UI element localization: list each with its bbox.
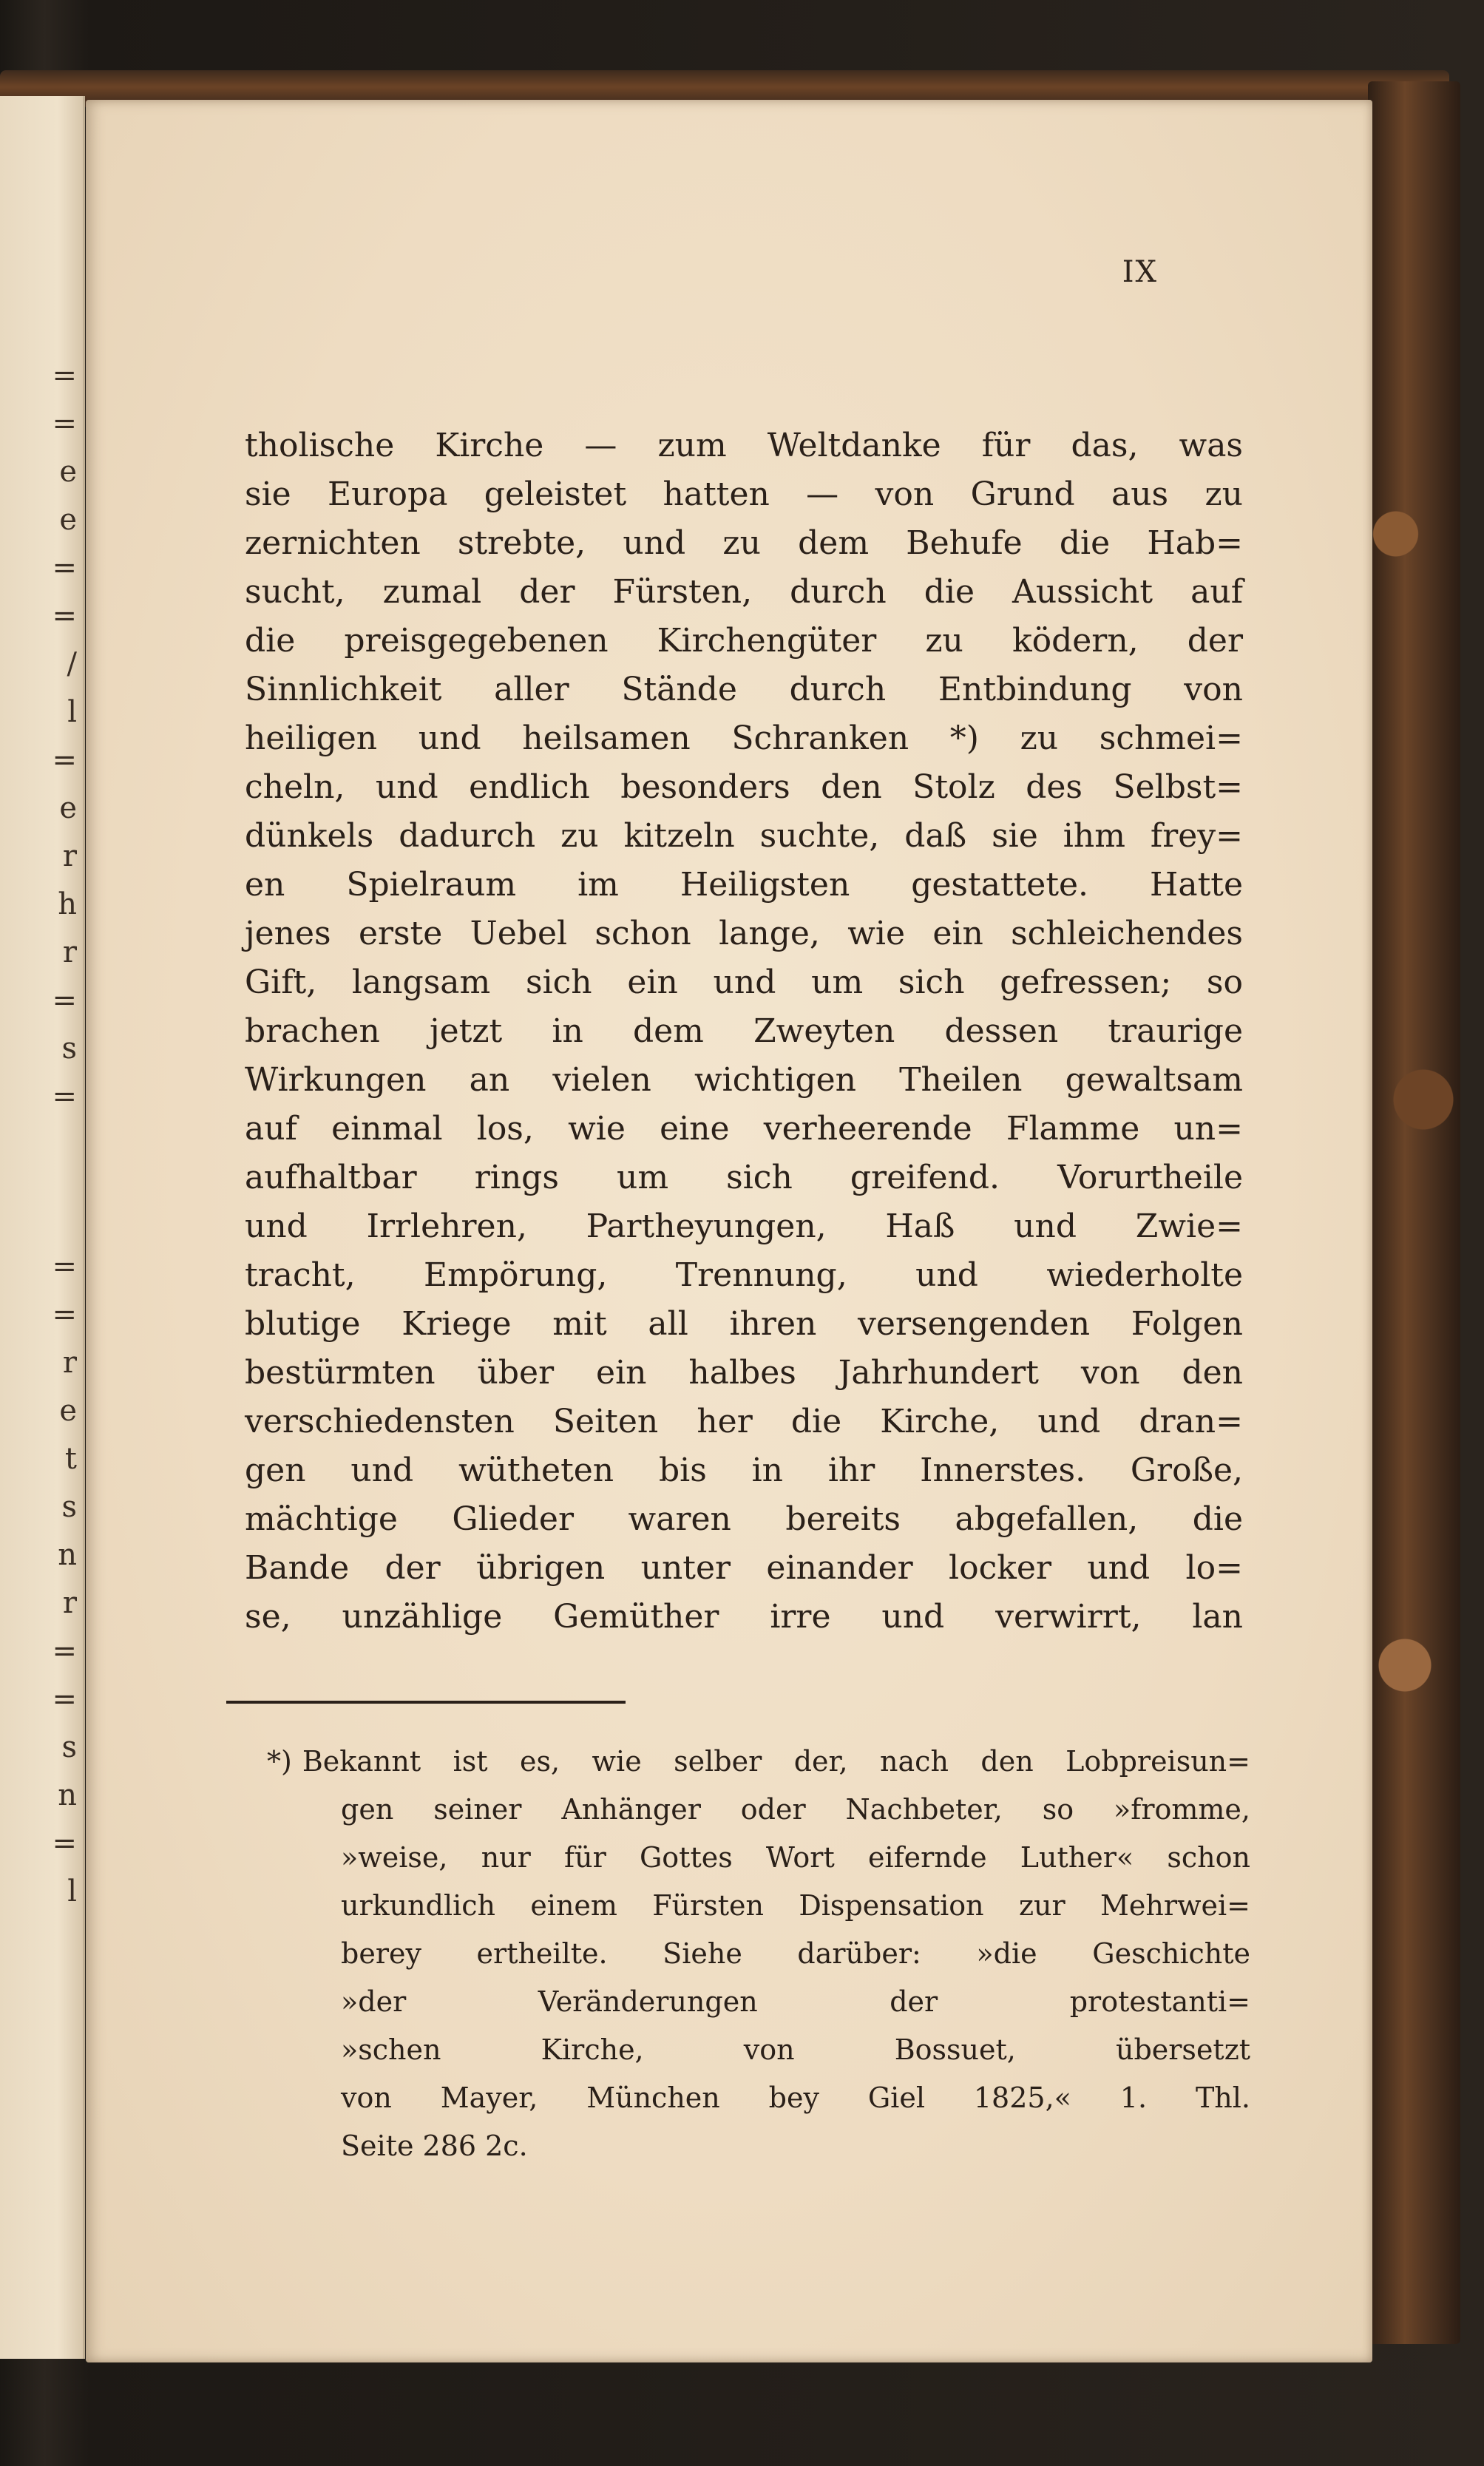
text-line: en Spielraum im Heiligsten gestattete. Hatte xyxy=(245,866,1243,904)
text-line: mächtige Glieder waren bereits abgefallen, die xyxy=(245,1500,1243,1538)
footnote-line: von Mayer, München bey Giel 1825,« 1. Thl. xyxy=(341,2081,1250,2114)
footnote-line: berey ertheilte. Siehe darüber: »die Geschichte xyxy=(341,1937,1250,1970)
text-line: se, unzählige Gemüther irre und verwirrt, lan xyxy=(245,1598,1243,1636)
footnote-line: »der Veränderungen der protestanti= xyxy=(341,1985,1250,2018)
text-line: cheln, und endlich besonders den Stolz des Selbst= xyxy=(245,768,1243,806)
text-line: dünkels dadurch zu kitzeln suchte, daß sie ihm frey= xyxy=(245,817,1243,855)
facing-page-fragment: = xyxy=(52,1250,77,1284)
text-line: Sinnlichkeit aller Stände durch Entbindung von xyxy=(245,671,1243,708)
facing-page-fragment: h xyxy=(58,887,77,921)
facing-page-fragment: r xyxy=(62,1346,77,1380)
book-page xyxy=(86,100,1372,2362)
text-line: gen und wütheten bis in ihr Innerstes. Große, xyxy=(245,1452,1243,1489)
facing-page-fragment: = xyxy=(52,1298,77,1332)
facing-page-fragment: = xyxy=(52,983,77,1017)
text-line: verschiedensten Seiten her die Kirche, und dran= xyxy=(245,1403,1243,1440)
main-text-block xyxy=(245,421,1243,1642)
text-line: Gift, langsam sich ein und um sich gefressen; so xyxy=(245,963,1243,1001)
text-line: aufhaltbar rings um sich greifend. Vorurtheile xyxy=(245,1159,1243,1196)
facing-page-fragment: = xyxy=(52,551,77,585)
text-line: und Irrlehren, Partheyungen, Haß und Zwie= xyxy=(245,1207,1243,1245)
text-line: zernichten strebte, und zu dem Behufe die Hab= xyxy=(245,524,1243,562)
facing-page-fragment: l xyxy=(67,1874,77,1908)
facing-page-fragment: r xyxy=(62,1586,77,1620)
facing-page-fragment: = xyxy=(52,1080,77,1114)
facing-page-fragment: = xyxy=(52,1634,77,1668)
facing-page-fragment: / xyxy=(67,647,77,681)
facing-page-fragment: n xyxy=(58,1778,77,1812)
facing-page-fragment: = xyxy=(52,407,77,441)
facing-page-fragment: = xyxy=(52,1826,77,1860)
text-line: jenes erste Uebel schon lange, wie ein schleichendes xyxy=(245,915,1243,952)
facing-page xyxy=(0,96,85,2359)
text-line: blutige Kriege mit all ihren versengenden Folgen xyxy=(245,1305,1243,1343)
facing-page-fragment: e xyxy=(59,455,77,489)
facing-page-fragment: = xyxy=(52,359,77,393)
footnote-line-first xyxy=(267,1738,1250,1786)
facing-page-fragment: s xyxy=(61,1490,77,1524)
text-line: auf einmal los, wie eine verheerende Flamme un= xyxy=(245,1110,1243,1148)
facing-page-fragment: = xyxy=(52,743,77,777)
footnote-line: »weise, nur für Gottes Wort eifernde Luther« schon xyxy=(341,1841,1250,1874)
facing-page-fragment: n xyxy=(58,1538,77,1572)
text-line: tracht, Empörung, Trennung, und wiederholte xyxy=(245,1256,1243,1294)
facing-page-fragment: r xyxy=(62,839,77,873)
text-line: heiligen und heilsamen Schranken *) zu schmei= xyxy=(245,719,1243,757)
footnote-marker: *) xyxy=(267,1745,292,1778)
footnote-line: »schen Kirche, von Bossuet, übersetzt xyxy=(341,2033,1250,2066)
footnote-block xyxy=(267,1738,1250,2170)
facing-page-margin xyxy=(0,96,83,2359)
text-line: die preisgegebenen Kirchengüter zu ködern, der xyxy=(245,622,1243,660)
page-number: IX xyxy=(1122,255,1158,289)
facing-page-fragment: s xyxy=(61,1032,77,1066)
text-line: bestürmten über ein halbes Jahrhundert von den xyxy=(245,1354,1243,1392)
footnote-text: Bekannt ist es, wie selber der, nach den Lobpreisun= xyxy=(302,1745,1250,1778)
facing-page-fragment: = xyxy=(52,1682,77,1716)
text-line: sie Europa geleistet hatten — von Grund aus zu xyxy=(245,475,1243,513)
footnote-line: Seite 286 2c. xyxy=(341,2130,528,2162)
facing-page-fragment: t xyxy=(64,1442,77,1476)
facing-page-fragment: = xyxy=(52,599,77,633)
book-cover-right-edge xyxy=(1368,81,1460,2344)
facing-page-fragment: r xyxy=(62,935,77,969)
facing-page-fragment: e xyxy=(59,503,77,537)
footnote-line: gen seiner Anhänger oder Nachbeter, so »fromme, xyxy=(341,1793,1250,1826)
text-line: sucht, zumal der Fürsten, durch die Aussicht auf xyxy=(245,573,1243,611)
facing-page-fragment: l xyxy=(67,695,77,729)
text-line: brachen jetzt in dem Zweyten dessen traurige xyxy=(245,1012,1243,1050)
text-line: Wirkungen an vielen wichtigen Theilen gewaltsam xyxy=(245,1061,1243,1099)
facing-page-fragment: e xyxy=(59,1394,77,1428)
text-line: Bande der übrigen unter einander locker und lo= xyxy=(245,1549,1243,1587)
text-line: tholische Kirche — zum Weltdanke für das, was xyxy=(245,427,1243,464)
facing-page-fragment: e xyxy=(59,791,77,825)
footnote-separator xyxy=(226,1701,626,1704)
facing-page-fragment: s xyxy=(61,1730,77,1764)
footnote-line: urkundlich einem Fürsten Dispensation zur Mehrwei= xyxy=(341,1889,1250,1922)
